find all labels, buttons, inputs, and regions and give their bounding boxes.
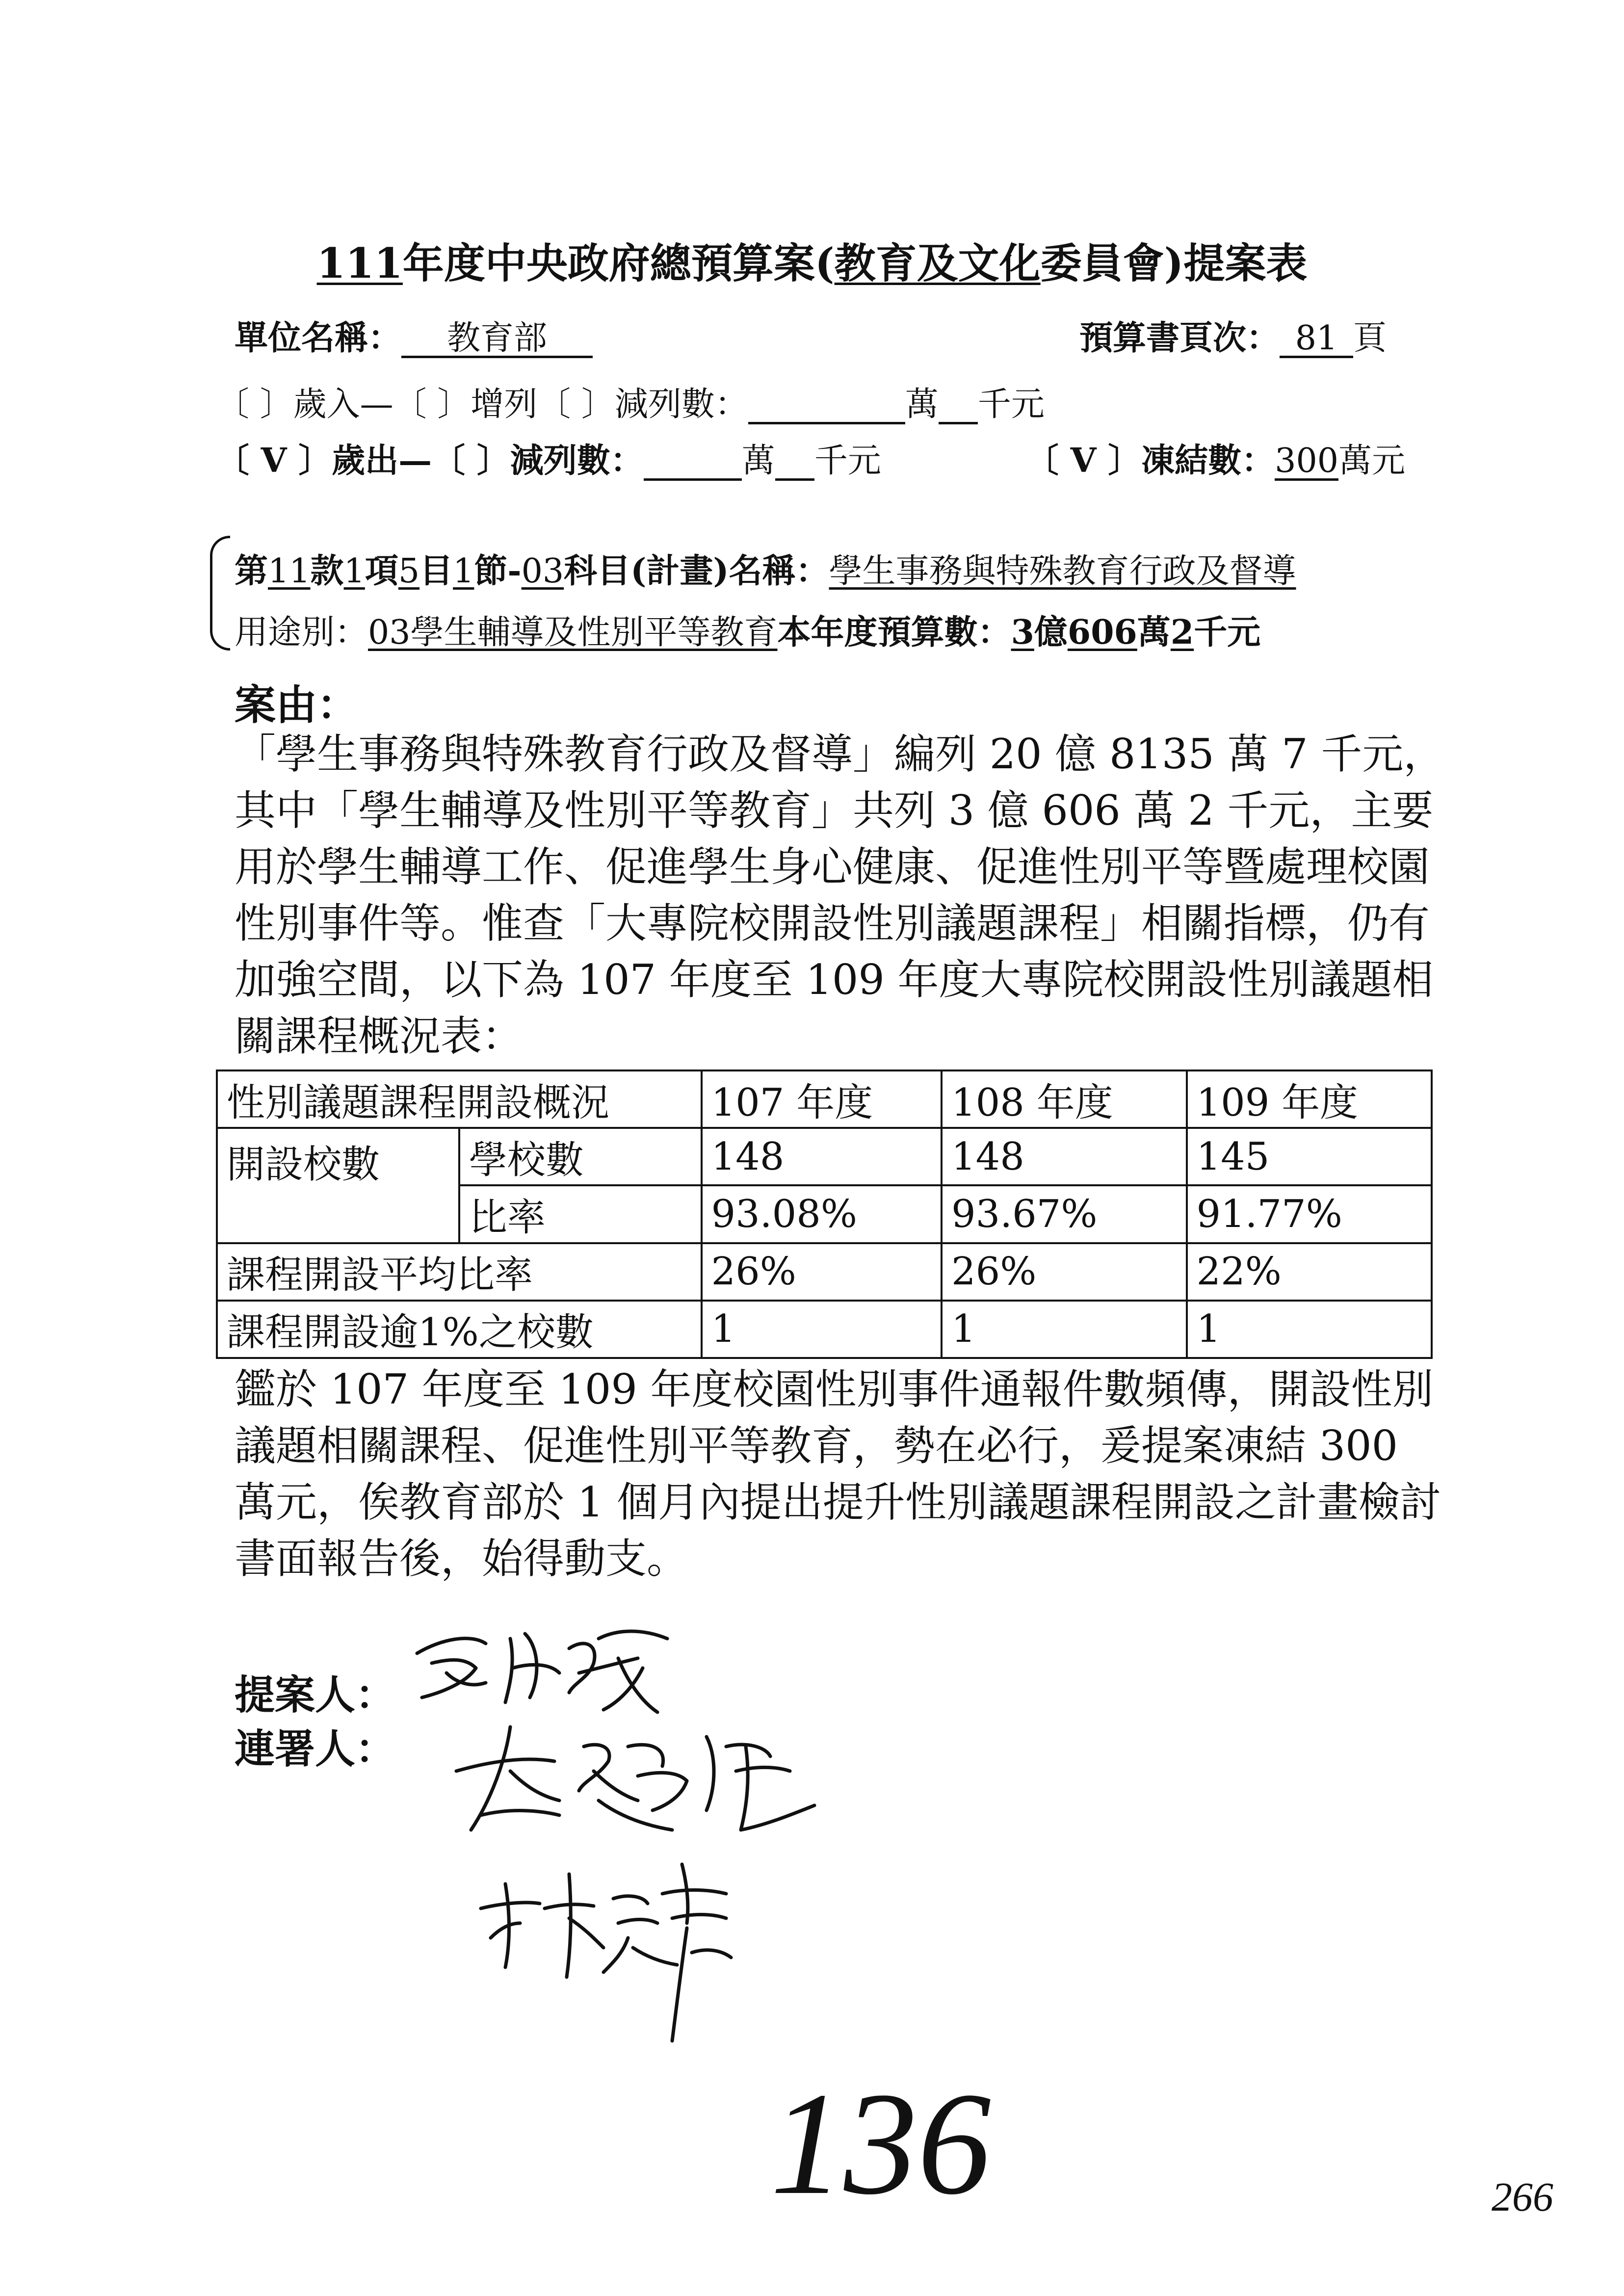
table-cell: 93.67% <box>942 1185 1186 1243</box>
table-cell: 26% <box>702 1243 942 1301</box>
proposer-signature <box>412 1609 687 1727</box>
table-header-cell: 108 年度 <box>942 1070 1186 1128</box>
unit-row: 單位名稱： 教育部 <box>235 312 593 359</box>
corner-number: 266 <box>1492 2174 1553 2220</box>
table-row-label: 課程開設逾1%之校數 <box>217 1301 702 1358</box>
unit-value: 教育部 <box>401 321 593 358</box>
handwritten-page-number <box>765 2080 1060 2218</box>
usage-line: 用途別：03學生輔導及性別平等教育本年度預算數：3億606萬2千元 <box>235 613 1261 652</box>
table-row-label: 比率 <box>459 1185 702 1243</box>
table-cell: 1 <box>702 1301 942 1358</box>
table-row-label: 課程開設平均比率 <box>217 1243 702 1301</box>
cosigner-signature-1 <box>451 1717 824 1845</box>
cosigner-signature-2 <box>471 1854 746 2051</box>
table-cell: 148 <box>942 1128 1186 1185</box>
svg-text:136: 136 <box>770 2080 991 2218</box>
freeze-value: 300 <box>1275 442 1338 480</box>
freeze-line: 〔 V 〕凍結數：300萬元 <box>1025 441 1406 480</box>
table-cell: 91.77% <box>1187 1185 1432 1243</box>
table-group-label: 開設校數 <box>217 1128 459 1243</box>
reason-paragraph: 「學生事務與特殊教育行政及督導」編列 20 億 8135 萬 7 千元，其中「學生輔導及性別平等教育」共列 3 億 606 萬 2 千元，主要用於學生輔導工作、促進學生身心健康、促進性別平等暨處理校園性別事件等。惟查「大專院校開設性別議題課程」相關指標，仍有加強空間，以下為 107 年度至 109 年度大專院校開設性別議題相關課程概況表： <box>235 730 1445 1060</box>
table-header-cell: 107 年度 <box>702 1070 942 1128</box>
gender-course-table <box>216 1070 1433 1359</box>
title-committee: 教育及文化 <box>834 239 1041 287</box>
item-name: 學生事務與特殊教育行政及督導 <box>829 552 1296 591</box>
revenue-line: 〔 〕歲入—〔 〕增列〔 〕減列數： 萬 千元 <box>216 385 1045 424</box>
page-title: 111年度中央政府總預算案(教育及文化委員會)提案表 <box>316 239 1308 287</box>
page-ref-value: 81 <box>1280 321 1353 358</box>
item-bracket <box>210 536 230 651</box>
conclusion-paragraph: 鑑於 107 年度至 109 年度校園性別事件通報件數頻傳，開設性別議題相關課程、促進性別平等教育，勢在必行，爰提案凍結 300 萬元，俟教育部於 1 個月內提出提升性別議題課程開設之計畫檢討書面報告後，始得動支。 <box>235 1365 1441 1583</box>
expense-line: 〔 V 〕歲出—〔 〕減列數： 萬 千元 <box>216 441 881 480</box>
table-cell: 22% <box>1187 1243 1432 1301</box>
reason-heading: 案由： <box>235 680 359 729</box>
table-cell: 145 <box>1187 1128 1432 1185</box>
cosigner-label: 連署人： <box>235 1725 396 1773</box>
table-header-cell: 109 年度 <box>1187 1070 1432 1128</box>
usage-value: 03學生輔導及性別平等教育 <box>368 613 778 652</box>
table-cell: 148 <box>702 1128 942 1185</box>
table-row <box>217 1301 1432 1358</box>
table-cell: 93.08% <box>702 1185 942 1243</box>
table-header-row <box>217 1070 1432 1128</box>
table-cell: 1 <box>1187 1301 1432 1358</box>
table-cell: 26% <box>942 1243 1186 1301</box>
table-header-cell: 性別議題課程開設概況 <box>217 1070 702 1128</box>
table-cell: 1 <box>942 1301 1186 1358</box>
page-ref-row: 預算書頁次： 81 頁 <box>1079 318 1387 358</box>
table-row <box>217 1243 1432 1301</box>
table-row-label: 學校數 <box>459 1128 702 1185</box>
item-line: 第11款1項5目1節-03科目(計畫)名稱：學生事務與特殊教育行政及督導 <box>235 551 1296 591</box>
proposer-label: 提案人： <box>235 1671 396 1719</box>
table-row <box>217 1128 1432 1185</box>
title-year: 111 <box>316 239 403 287</box>
